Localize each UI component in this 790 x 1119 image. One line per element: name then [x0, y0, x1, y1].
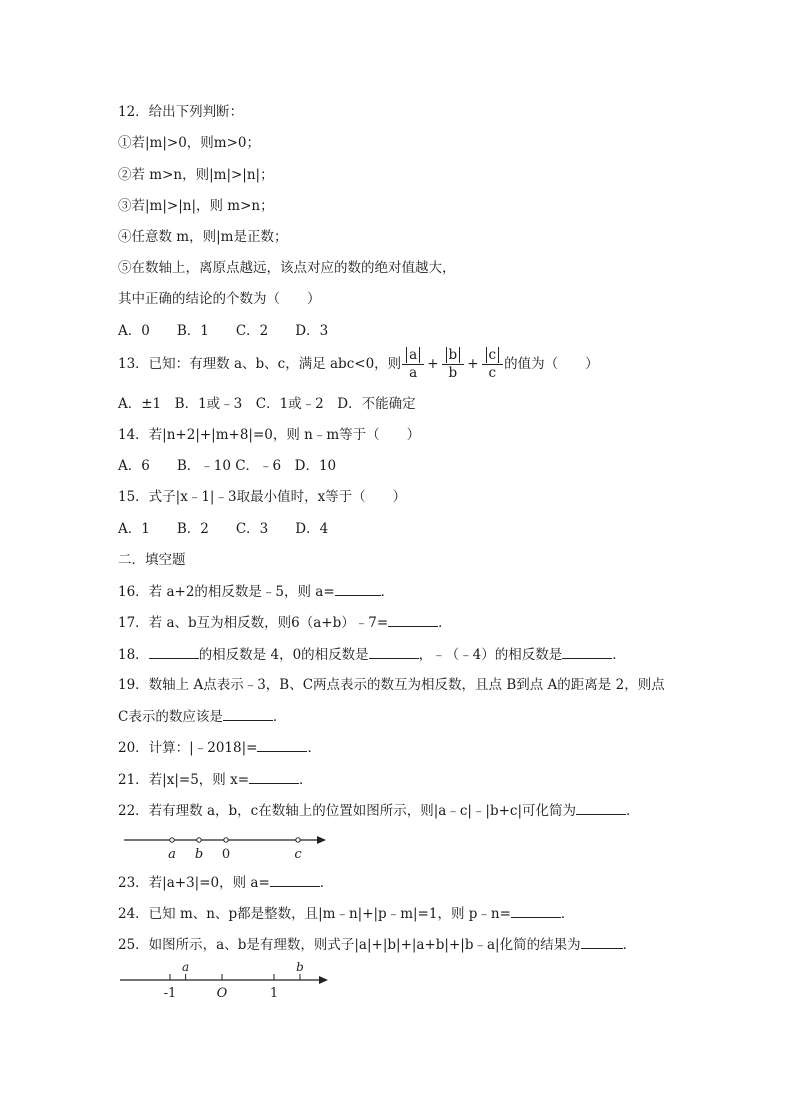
- q12-stem: 12．给出下列判断：: [118, 104, 244, 120]
- answer-blank[interactable]: [576, 801, 626, 815]
- plus-sign-2: +: [467, 356, 479, 372]
- q16-post: ．: [380, 584, 395, 600]
- arrow-head: [317, 836, 326, 844]
- fraction-a-num: a: [406, 347, 420, 363]
- q25-post: ．: [622, 937, 637, 953]
- q25-text: 25．如图所示，a、b是有理数，则式子|a|+|b|+|a+b|+|b﹣a|化简的结果为: [118, 937, 581, 953]
- q22-text: 22．若有理数 a，b，c在数轴上的位置如图所示，则|a﹣c|﹣|b+c|可化简为: [118, 803, 577, 819]
- q21-text: 21．若|x|=5，则 x=: [118, 772, 250, 788]
- q12-item-5: ⑤在数轴上，离原点越远，该点对应的数的绝对值越大，: [118, 260, 456, 276]
- q18-post: ．: [612, 647, 626, 663]
- q19-line-2: [118, 707, 286, 726]
- answer-blank[interactable]: [270, 873, 320, 887]
- q12-ask: 其中正确的结论的个数为（ ）: [118, 291, 321, 307]
- fraction-b: [442, 346, 465, 382]
- answer-blank[interactable]: [388, 613, 438, 627]
- axis-point-0: [224, 838, 228, 842]
- section-title: 二．填空题: [118, 552, 186, 568]
- q13-pre: 13．已知：有理数 a、b、c，满足 abc<0，则: [118, 356, 402, 372]
- answer-blank[interactable]: [369, 645, 419, 659]
- axis-label-a: a: [168, 847, 176, 862]
- q14-options: A．6 B．﹣10 C．﹣6 D．10: [118, 458, 337, 474]
- q12-item-2: ②若 m>n，则|m|>|n|；: [118, 167, 274, 183]
- axis-point-b: [197, 838, 201, 842]
- fraction-c-num: c: [486, 347, 500, 363]
- answer-blank[interactable]: [223, 707, 273, 721]
- q17-text: 17．若 a、b互为相反数，则6（a+b）﹣7=: [118, 615, 389, 631]
- number-line-q25: [118, 960, 333, 1002]
- q13-post: 的值为（ ）: [504, 356, 599, 372]
- answer-blank[interactable]: [249, 770, 299, 784]
- axis-label-c: c: [294, 847, 302, 862]
- q13-options: A．±1 B．1或﹣3 C．1或﹣2 D．不能确定: [118, 396, 416, 412]
- q12-item-1: ①若|m|>0，则m>0；: [118, 135, 261, 151]
- axis-point-c: [296, 838, 300, 842]
- q25: [118, 935, 636, 954]
- tick-label-1: 1: [269, 986, 279, 1001]
- q19-post: ．: [272, 709, 287, 725]
- q22: [118, 801, 640, 820]
- point-label-b: b: [296, 960, 304, 974]
- fraction-a: [402, 346, 424, 382]
- q24: [118, 904, 574, 923]
- fraction-c: [482, 346, 504, 382]
- q12-item-4: ④任意数 m，则|m是正数；: [118, 229, 288, 245]
- answer-blank[interactable]: [149, 645, 199, 659]
- q18-num: 18．: [118, 647, 149, 663]
- answer-blank[interactable]: [257, 738, 307, 752]
- answer-blank[interactable]: [562, 645, 612, 659]
- q14-stem: 14．若|n+2|+|m+8|=0，则 n﹣m等于（ ）: [118, 427, 421, 443]
- q16-text: 16．若 a+2的相反数是﹣5，则 a=: [118, 584, 335, 600]
- q12-options: A．0 B．1 C．2 D．3: [118, 323, 329, 339]
- fraction-c-den: c: [488, 365, 497, 381]
- answer-blank[interactable]: [581, 935, 623, 949]
- q18: [118, 645, 626, 664]
- fraction-a-den: a: [409, 365, 418, 381]
- q16: [118, 582, 394, 601]
- q12-item-3: ③若|m|>|n|，则 m>n；: [118, 198, 274, 214]
- axis-label-0: 0: [221, 847, 231, 862]
- q23: [118, 873, 333, 892]
- q18-mid2: ，﹣（﹣4）的相反数是: [418, 647, 563, 663]
- axis-point-a: [170, 838, 174, 842]
- point-label-a: a: [182, 960, 190, 974]
- answer-blank[interactable]: [335, 582, 381, 596]
- q13-stem: [118, 346, 599, 382]
- tick-label-O: O: [216, 986, 228, 1001]
- number-line-q22: [118, 828, 333, 862]
- q23-text: 23．若|a+3|=0，则 a=: [118, 875, 270, 891]
- arrow-head: [319, 976, 328, 984]
- tick-label--1: -1: [163, 986, 177, 1001]
- fraction-b-num: b: [446, 347, 461, 363]
- q20-post: ．: [307, 740, 321, 756]
- q17-post: ．: [438, 615, 452, 631]
- q21-post: ．: [299, 772, 313, 788]
- fraction-b-den: b: [448, 365, 458, 381]
- q23-post: ．: [319, 875, 334, 891]
- axis-label-b: b: [194, 847, 204, 862]
- q20: [118, 738, 321, 757]
- q19-text: C表示的数应该是: [118, 709, 223, 725]
- q22-post: ．: [626, 803, 640, 819]
- q17: [118, 613, 452, 632]
- q18-mid1: 的相反数是 4，0的相反数是: [198, 647, 369, 663]
- q21: [118, 770, 313, 789]
- q19-line-1: 19．数轴上 A点表示﹣3，B、C两点表示的数互为相反数，且点 B到点 A的距离是 2，则点: [118, 677, 665, 693]
- q24-post: ．: [560, 906, 575, 922]
- q15-options: A．1 B．2 C．3 D．4: [118, 521, 329, 537]
- q24-text: 24．已知 m、n、p都是整数，且|m﹣n|+|p﹣m|=1，则 p﹣n=: [118, 906, 511, 922]
- plus-sign-1: +: [427, 356, 439, 372]
- answer-blank[interactable]: [511, 904, 561, 918]
- q20-text: 20．计算：|﹣2018|=: [118, 740, 258, 756]
- q15-stem: 15．式子|x﹣1|﹣3取最小值时，x等于（ ）: [118, 489, 407, 505]
